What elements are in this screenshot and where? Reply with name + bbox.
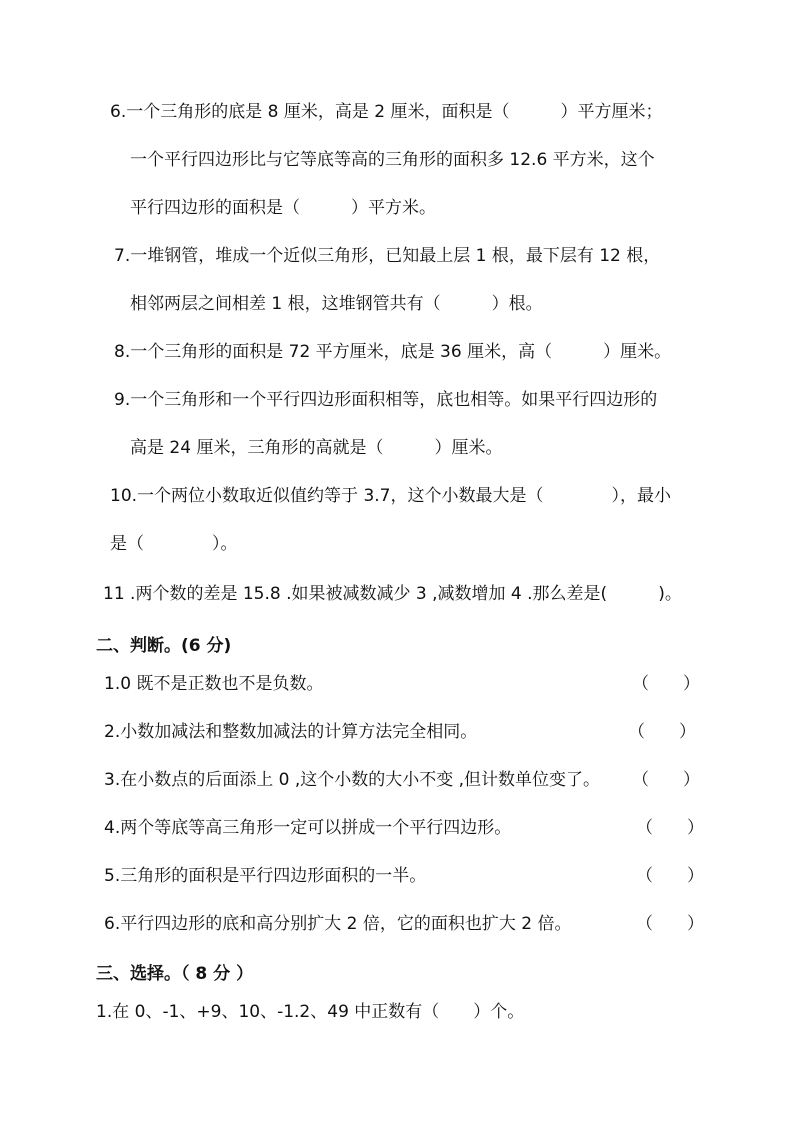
judge-item-2-blank[interactable]: （ ） (628, 722, 696, 742)
judge-item-6: 6.平行四边形的底和高分别扩大 2 倍，它的面积也扩大 2 倍。 (104, 914, 572, 934)
judge-item-1-blank[interactable]: （ ） (632, 674, 700, 694)
judge-item-3: 3.在小数点的后面添上 0 ,这个小数的大小不变 ,但计数单位变了。 (104, 770, 601, 790)
section-3-title: 三、选择。（ 8 分 ） (96, 964, 254, 984)
question-9-line-2: 高是 24 厘米，三角形的高就是（ ）厘米。 (130, 438, 503, 458)
question-6-line-1: 6.一个三角形的底是 8 厘米，高是 2 厘米，面积是（ ）平方厘米； (110, 102, 663, 122)
judge-item-2: 2.小数加减法和整数加减法的计算方法完全相同。 (104, 722, 478, 742)
judge-item-4: 4.两个等底等高三角形一定可以拼成一个平行四边形。 (104, 818, 512, 838)
judge-item-5: 5.三角形的面积是平行四边形面积的一半。 (104, 866, 427, 886)
question-7-line-1: 7.一堆钢管，堆成一个近似三角形，已知最上层 1 根，最下层有 12 根， (114, 246, 661, 266)
judge-item-6-blank[interactable]: （ ） (636, 914, 704, 934)
judge-item-5-blank[interactable]: （ ） (636, 866, 704, 886)
question-10-line-2: 是（ ）。 (110, 534, 238, 554)
question-11: 11 .两个数的差是 15.8 .如果被减数减少 3 ,减数增加 4 .那么差是( )。 (103, 584, 682, 604)
question-7-line-2: 相邻两层之间相差 1 根，这堆钢管共有（ ）根。 (130, 294, 543, 314)
judge-item-4-blank[interactable]: （ ） (636, 818, 704, 838)
judge-item-1: 1.0 既不是正数也不是负数。 (104, 674, 324, 694)
question-9-line-1: 9.一个三角形和一个平行四边形面积相等，底也相等。如果平行四边形的 (114, 390, 658, 410)
question-6-line-2: 一个平行四边形比与它等底等高的三角形的面积多 12.6 平方米，这个 (130, 150, 655, 170)
question-10-line-1: 10.一个两位小数取近似值约等于 3.7，这个小数最大是（ ），最小 (110, 486, 671, 506)
judge-item-3-blank[interactable]: （ ） (632, 770, 700, 790)
question-6-line-3: 平行四边形的面积是（ ）平方米。 (130, 198, 436, 218)
choice-item-1: 1.在 0、-1、+9、10、-1.2、49 中正数有（ ）个。 (96, 1002, 525, 1022)
question-8: 8.一个三角形的面积是 72 平方厘米，底是 36 厘米，高（ ）厘米。 (114, 342, 672, 362)
section-2-title: 二、判断。(6 分) (96, 636, 232, 656)
